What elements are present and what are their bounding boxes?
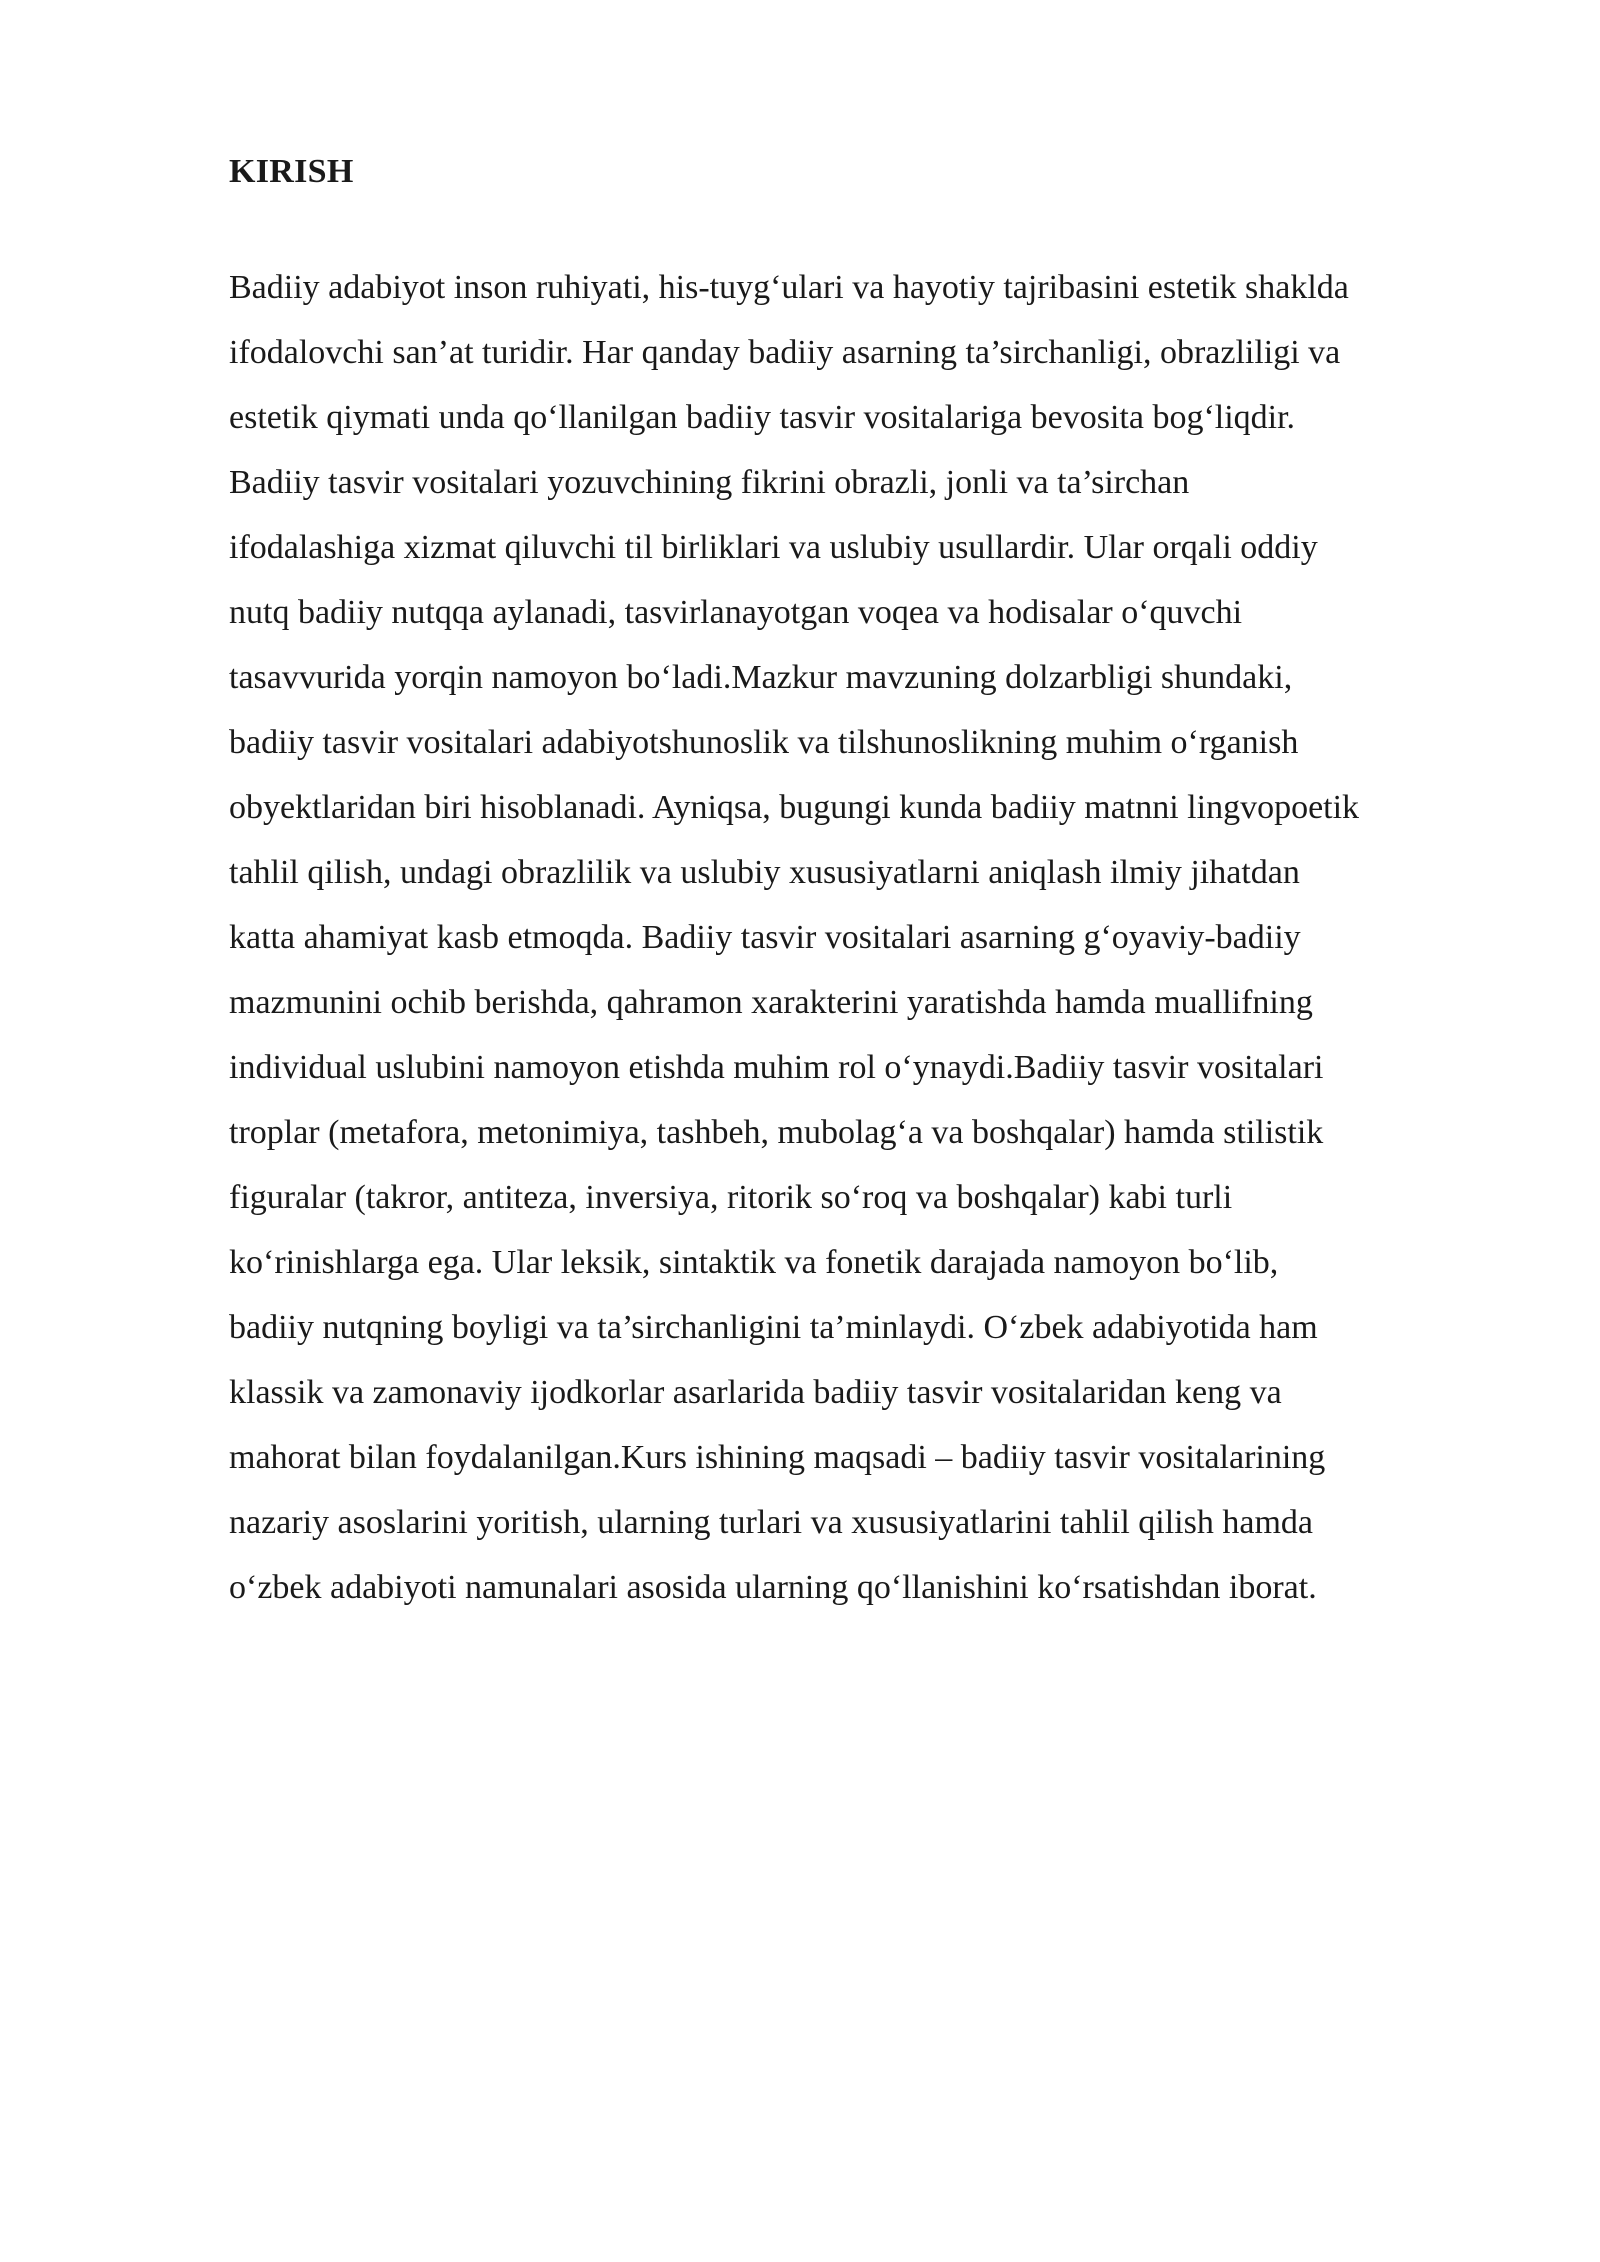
text-line: nazariy asoslarini yoritish, ularning turlari va xususiyatlarini tahlil qilish hamda [229,1504,1313,1541]
section-heading: KIRISH [229,153,354,190]
text-line: tahlil qilish, undagi obrazlilik va uslubiy xususiyatlarni aniqlash ilmiy jihatdan [229,854,1300,891]
text-line: badiiy tasvir vositalari adabiyotshunoslik va tilshunoslikning muhim o‘rganish [229,724,1299,761]
body-paragraph [229,255,1529,1620]
text-line: ifodalovchi san’at turidir. Har qanday badiiy asarning ta’sirchanligi, obrazliligi va [229,334,1341,371]
text-line: Badiiy adabiyot inson ruhiyati, his-tuyg‘ulari va hayotiy tajribasini estetik shaklda [229,269,1349,306]
text-line: figuralar (takror, antiteza, inversiya, ritorik so‘roq va boshqalar) kabi turli [229,1179,1233,1216]
text-line: nutq badiiy nutqqa aylanadi, tasvirlanayotgan voqea va hodisalar o‘quvchi [229,594,1243,631]
text-line: mazmunini ochib berishda, qahramon xarakterini yaratishda hamda muallifning [229,984,1313,1021]
text-line: tasavvurida yorqin namoyon bo‘ladi.Mazkur mavzuning dolzarbligi shundaki, [229,659,1293,696]
text-line: mahorat bilan foydalanilgan.Kurs ishining maqsadi – badiiy tasvir vositalarining [229,1439,1326,1476]
text-line: katta ahamiyat kasb etmoqda. Badiiy tasvir vositalari asarning g‘oyaviy-badiiy [229,919,1301,956]
text-line: individual uslubini namoyon etishda muhim rol o‘ynaydi.Badiiy tasvir vositalari [229,1049,1324,1086]
text-line: troplar (metafora, metonimiya, tashbeh, mubolag‘a va boshqalar) hamda stilistik [229,1114,1324,1151]
text-line: ko‘rinishlarga ega. Ular leksik, sintaktik va fonetik darajada namoyon bo‘lib, [229,1244,1279,1281]
text-line: Badiiy tasvir vositalari yozuvchining fikrini obrazli, jonli va ta’sirchan [229,464,1190,501]
text-line: o‘zbek adabiyoti namunalari asosida ularning qo‘llanishini ko‘rsatishdan iborat. [229,1569,1317,1606]
text-line: estetik qiymati unda qo‘llanilgan badiiy tasvir vositalariga bevosita bog‘liqdir. [229,399,1296,436]
text-line: ifodalashiga xizmat qiluvchi til birliklari va uslubiy usullardir. Ular orqali oddiy [229,529,1318,566]
text-line: badiiy nutqning boyligi va ta’sirchanligini ta’minlaydi. O‘zbek adabiyotida ham [229,1309,1318,1346]
text-line: klassik va zamonaviy ijodkorlar asarlarida badiiy tasvir vositalaridan keng va [229,1374,1282,1411]
text-line: obyektlaridan biri hisoblanadi. Ayniqsa, bugungi kunda badiiy matnni lingvopoetik [229,789,1360,826]
